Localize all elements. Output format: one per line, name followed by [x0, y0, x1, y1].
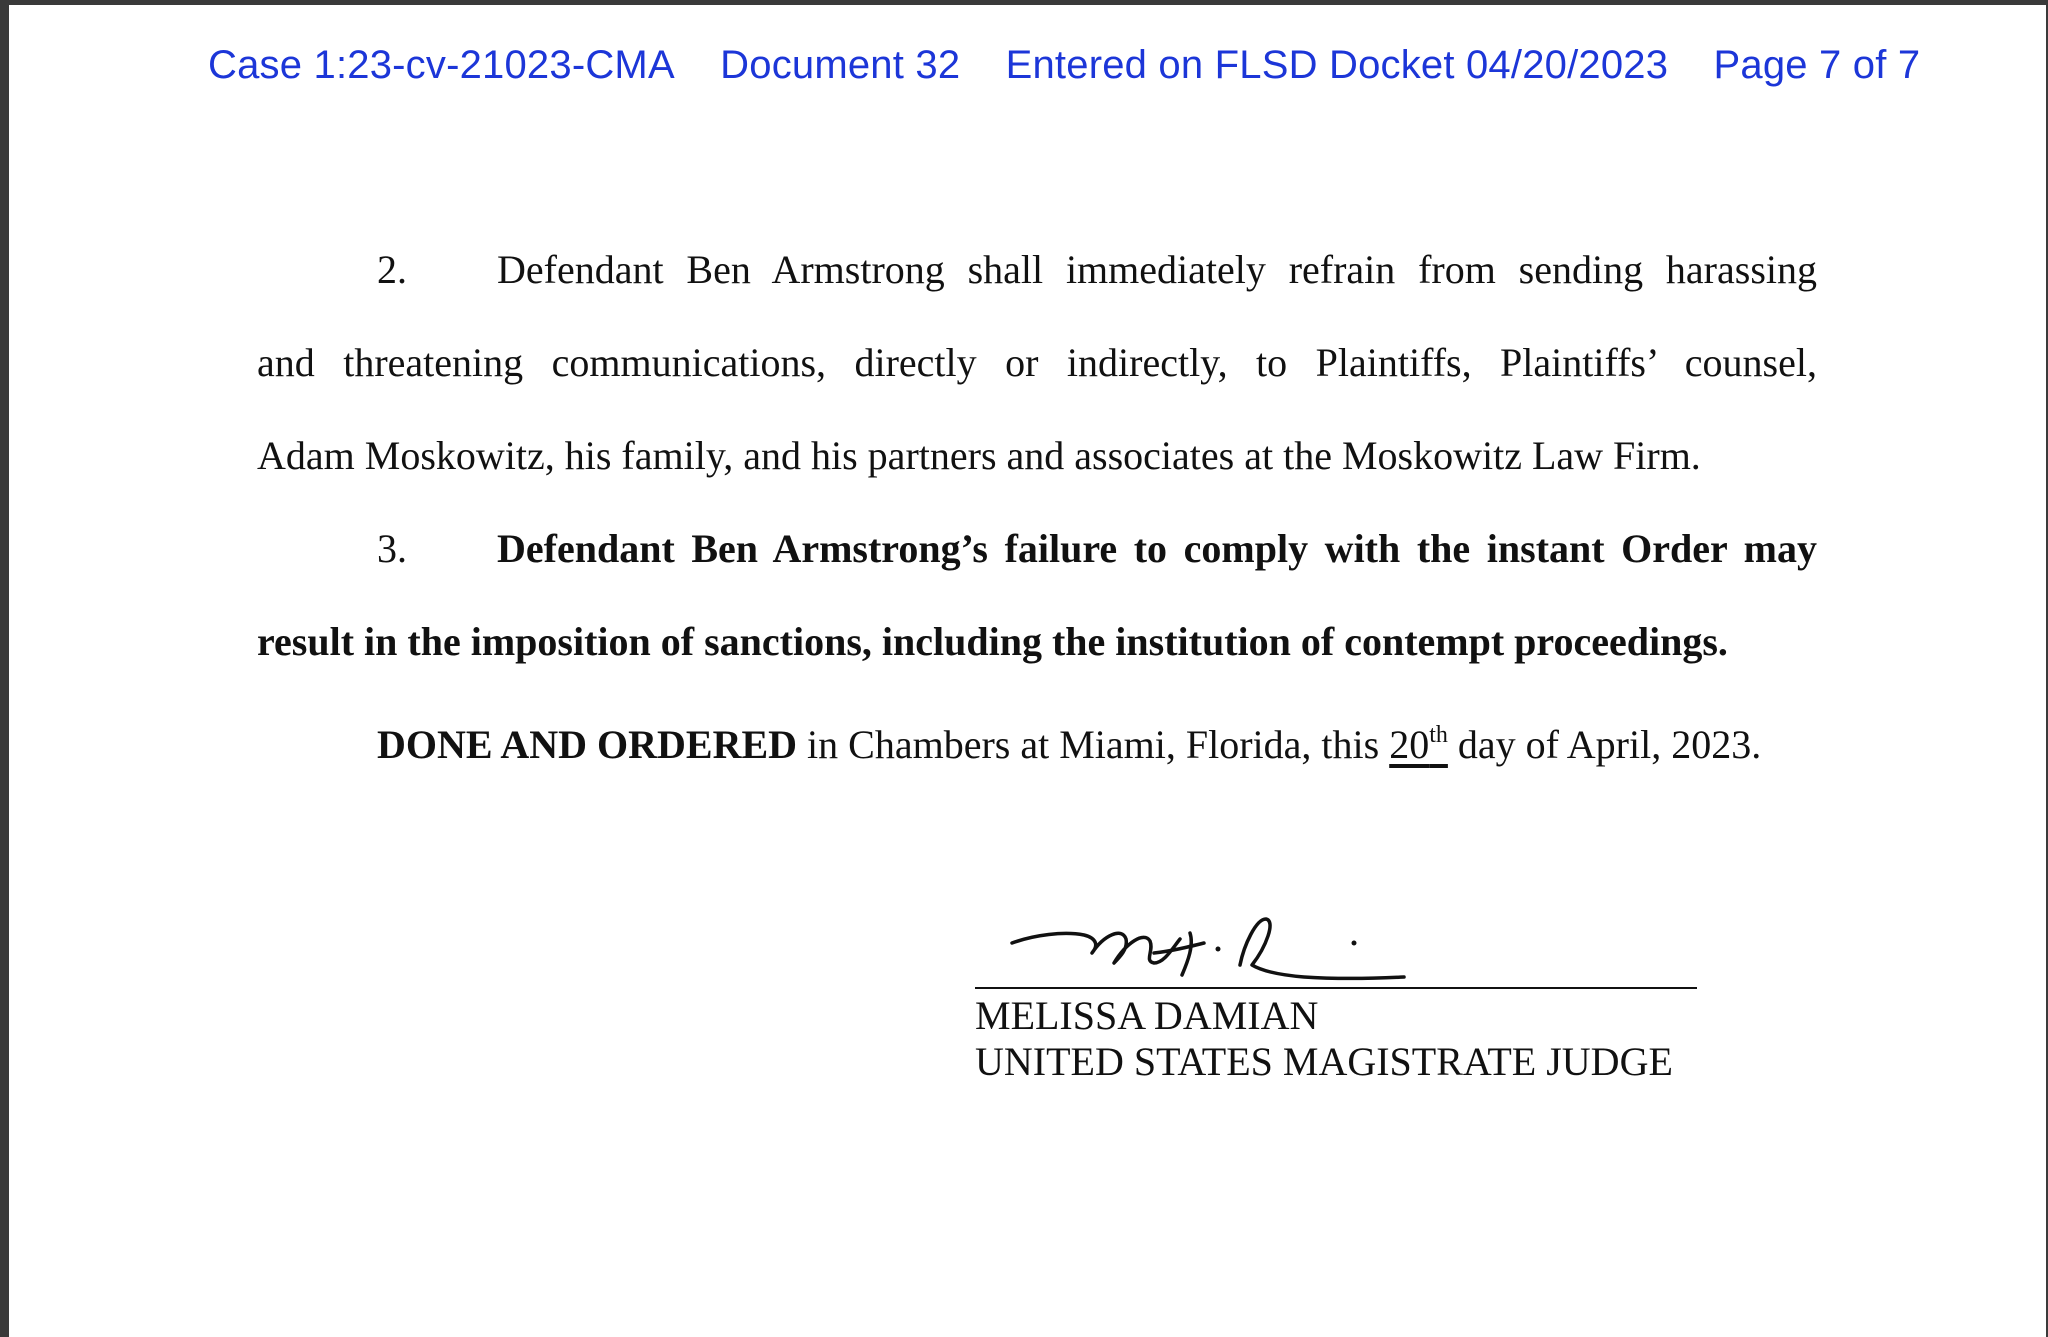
- judge-title: UNITED STATES MAGISTRATE JUDGE: [975, 1039, 1673, 1084]
- paragraph-2-line-3: Adam Moskowitz, his family, and his partners and associates at the Moskowitz Law Firm.: [257, 433, 1701, 478]
- viewer-frame-left: [0, 0, 9, 1337]
- paragraph-2-line-2: and threatening communications, directly or indirectly, to Plaintiffs, Plaintiffs’ counsel,: [257, 340, 1817, 385]
- paragraph-2-line-1: Defendant Ben Armstrong shall immediately refrain from sending harassing: [497, 247, 1817, 292]
- document-number: Document 32: [720, 43, 961, 87]
- page-indicator: Page 7 of 7: [1713, 43, 1921, 87]
- paragraph-2-number: 2.: [377, 247, 407, 292]
- done-date-rest: day of April, 2023.: [1447, 722, 1762, 767]
- signature-line: [975, 987, 1697, 989]
- done-and-ordered-line: [377, 712, 1815, 768]
- done-and-ordered-label: DONE AND ORDERED: [377, 722, 798, 767]
- docket-header: [208, 43, 1920, 88]
- done-day-number: 20: [1389, 722, 1430, 767]
- judge-signature: [1004, 905, 1434, 995]
- paragraph-3-line-1: Defendant Ben Armstrong’s failure to comply with the instant Order may: [497, 526, 1817, 571]
- paragraph-3-line-2: result in the imposition of sanctions, including the institution of contempt proceedings.: [257, 619, 1728, 664]
- done-day: [1389, 722, 1448, 767]
- case-number: Case 1:23-cv-21023-CMA: [208, 43, 675, 87]
- done-day-suffix: th: [1429, 722, 1448, 748]
- done-location-text: in Chambers at Miami, Florida, this: [797, 722, 1390, 767]
- judge-name: MELISSA DAMIAN: [975, 993, 1319, 1038]
- paragraph-3-number: 3.: [377, 526, 407, 571]
- docket-entry: Entered on FLSD Docket 04/20/2023: [1005, 43, 1669, 87]
- document-page: [9, 5, 2046, 1337]
